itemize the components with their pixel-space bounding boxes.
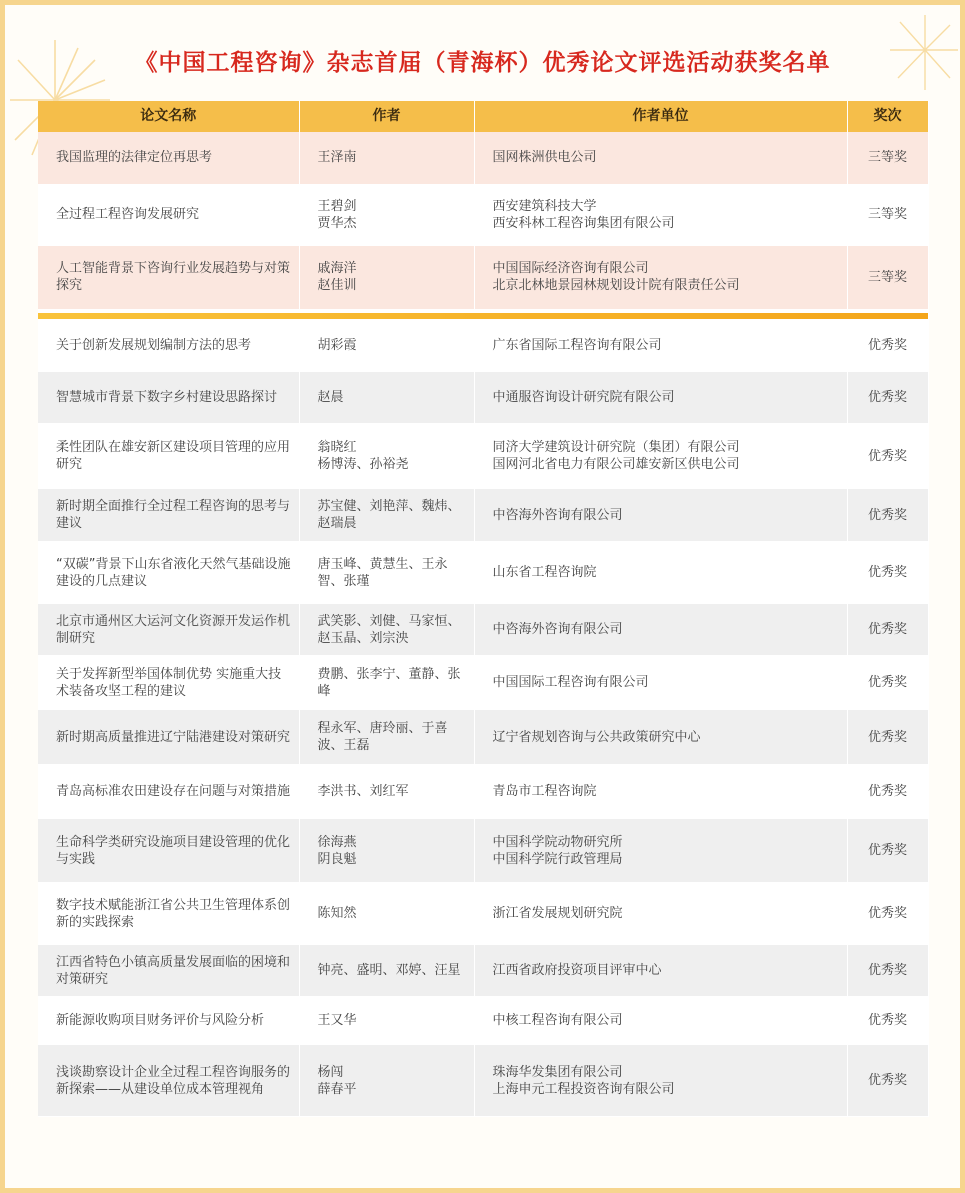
- table-row: [38, 997, 928, 1045]
- award-level: 三等奖: [847, 132, 928, 184]
- table-row: [38, 765, 928, 819]
- author: 徐海燕: [317, 834, 357, 850]
- author: 赵晨: [317, 390, 344, 405]
- author-unit: 中国国际经济咨询有限公司: [492, 261, 649, 276]
- table-row: [38, 245, 928, 309]
- author: 王碧剑: [317, 198, 357, 214]
- author-unit: 江西省政府投资项目评审中心: [492, 963, 662, 978]
- table-row: [38, 1045, 928, 1117]
- author-unit: 浙江省发展规划研究院: [492, 906, 623, 921]
- page-title: 《中国工程咨询》杂志首届（青海杯）优秀论文评选活动获奖名单: [134, 50, 831, 76]
- table-row: [38, 945, 928, 997]
- table-row: [38, 489, 928, 542]
- table-row: [38, 132, 928, 184]
- author: 程永军、唐玲丽、于喜波、王磊: [317, 721, 448, 753]
- author: 阴良魁: [317, 851, 357, 867]
- table-header-row: [38, 101, 928, 132]
- award-level: 优秀奖: [847, 819, 928, 883]
- paper-title: 关于发挥新型举国体制优势 实施重大技术装备攻坚工程的建议: [56, 666, 282, 699]
- header-paper-title: 论文名称: [38, 101, 299, 132]
- award-level: 优秀奖: [847, 542, 928, 604]
- paper-title: 新时期高质量推进辽宁陆港建设对策研究: [56, 729, 291, 745]
- paper-title: 柔性团队在雄安新区建设项目管理的应用研究: [56, 440, 291, 472]
- award-level: 三等奖: [847, 245, 928, 309]
- author-unit: 广东省国际工程咨询有限公司: [492, 337, 662, 353]
- award-level: 优秀奖: [847, 883, 928, 945]
- author: 费鹏、张李宁、董静、张峰: [317, 666, 461, 699]
- header-award: 奖次: [847, 101, 928, 132]
- author-unit: 国网河北省电力有限公司雄安新区供电公司: [492, 457, 740, 472]
- table-row: [38, 542, 928, 604]
- header-unit: 作者单位: [474, 101, 847, 132]
- author: 贾华杰: [317, 215, 357, 231]
- table-row: [38, 656, 928, 710]
- award-level: 优秀奖: [847, 604, 928, 656]
- author: 钟亮、盛明、邓婷、汪星: [317, 963, 461, 978]
- author: 苏宝健、刘艳萍、魏炜、赵瑞晨: [317, 499, 461, 531]
- award-level: 优秀奖: [847, 997, 928, 1045]
- author: 赵佳训: [317, 278, 357, 293]
- paper-title: 数字技术赋能浙江省公共卫生管理体系创新的实践探索: [56, 897, 291, 930]
- table-row: [38, 424, 928, 489]
- table-row: [38, 184, 928, 245]
- award-level: 优秀奖: [847, 945, 928, 997]
- author: 王又华: [317, 1013, 357, 1028]
- paper-title: 北京市通州区大运河文化资源开发运作机制研究: [56, 613, 291, 646]
- author: 陈知然: [317, 906, 357, 921]
- author-unit: 辽宁省规划咨询与公共政策研究中心: [492, 729, 701, 745]
- author: 李洪书、刘红军: [317, 784, 409, 799]
- paper-title: 江西省特色小镇高质量发展面临的困境和对策研究: [56, 954, 291, 987]
- author: 唐玉峰、黄慧生、王永智、张瑾: [317, 556, 448, 589]
- paper-title: 新时期全面推行全过程工程咨询的思考与建议: [56, 499, 291, 531]
- table-row: [38, 320, 928, 372]
- paper-title: 青岛高标准农田建设存在问题与对策措施: [56, 784, 291, 799]
- author-unit: 中国科学院行政管理局: [492, 851, 623, 867]
- paper-title: 我国监理的法律定位再思考: [56, 150, 213, 166]
- table-row: [38, 710, 928, 765]
- award-level: 优秀奖: [847, 1045, 928, 1117]
- section-separator: [38, 309, 928, 320]
- author: 杨闯: [317, 1064, 344, 1080]
- separator-bar: [38, 313, 928, 319]
- paper-title: “双碳”背景下山东省液化天然气基础设施建设的几点建议: [56, 556, 291, 589]
- author-unit: 西安科林工程咨询集团有限公司: [492, 215, 675, 231]
- paper-title: 关于创新发展规划编制方法的思考: [56, 337, 252, 353]
- table-row: [38, 604, 928, 656]
- author: 薛春平: [317, 1081, 357, 1097]
- author-unit: 西安建筑科技大学: [492, 198, 597, 214]
- author-unit: 中国科学院动物研究所: [492, 834, 623, 850]
- award-level: 优秀奖: [847, 710, 928, 765]
- award-level: 优秀奖: [847, 489, 928, 542]
- paper-title: 智慧城市背景下数字乡村建设思路探讨: [56, 390, 278, 405]
- author: 戚海洋: [317, 261, 357, 276]
- table-row: [38, 372, 928, 424]
- author: 武笑影、刘健、马家恒、赵玉晶、刘宗泱: [317, 613, 461, 646]
- author-unit: 中咨海外咨询有限公司: [492, 622, 623, 637]
- award-level: 优秀奖: [847, 656, 928, 710]
- award-level: 优秀奖: [847, 320, 928, 372]
- award-level: 优秀奖: [847, 424, 928, 489]
- author: 胡彩霞: [317, 337, 357, 353]
- header-author: 作者: [299, 101, 474, 132]
- award-level: 优秀奖: [847, 372, 928, 424]
- author: 翁晓红: [317, 440, 357, 455]
- author: 王泽南: [317, 150, 357, 166]
- author-unit: 上海申元工程投资咨询有限公司: [492, 1081, 675, 1097]
- paper-title: 人工智能背景下咨询行业发展趋势与对策探究: [56, 261, 291, 293]
- award-level: 优秀奖: [847, 765, 928, 819]
- author-unit: 中通服咨询设计研究院有限公司: [492, 390, 675, 405]
- author-unit: 青岛市工程咨询院: [492, 784, 597, 799]
- paper-title: 浅谈勘察设计企业全过程工程咨询服务的新探索——从建设单位成本管理视角: [56, 1064, 291, 1097]
- author-unit: 中国国际工程咨询有限公司: [492, 675, 649, 690]
- author-unit: 同济大学建筑设计研究院（集团）有限公司: [492, 440, 740, 455]
- awards-table: [38, 101, 929, 1117]
- paper-title: 新能源收购项目财务评价与风险分析: [56, 1013, 265, 1028]
- author: 杨博涛、孙裕尧: [317, 457, 409, 472]
- table-row: [38, 883, 928, 945]
- author-unit: 山东省工程咨询院: [492, 565, 597, 580]
- author-unit: 珠海华发集团有限公司: [492, 1064, 623, 1080]
- table-row: [38, 819, 928, 883]
- award-level: 三等奖: [847, 184, 928, 245]
- author-unit: 中咨海外咨询有限公司: [492, 507, 623, 523]
- paper-title: 全过程工程咨询发展研究: [56, 207, 200, 222]
- author-unit: 国网株洲供电公司: [492, 150, 597, 166]
- author-unit: 北京北林地景园林规划设计院有限责任公司: [492, 278, 740, 293]
- author-unit: 中核工程咨询有限公司: [492, 1013, 623, 1028]
- paper-title: 生命科学类研究设施项目建设管理的优化与实践: [56, 834, 291, 867]
